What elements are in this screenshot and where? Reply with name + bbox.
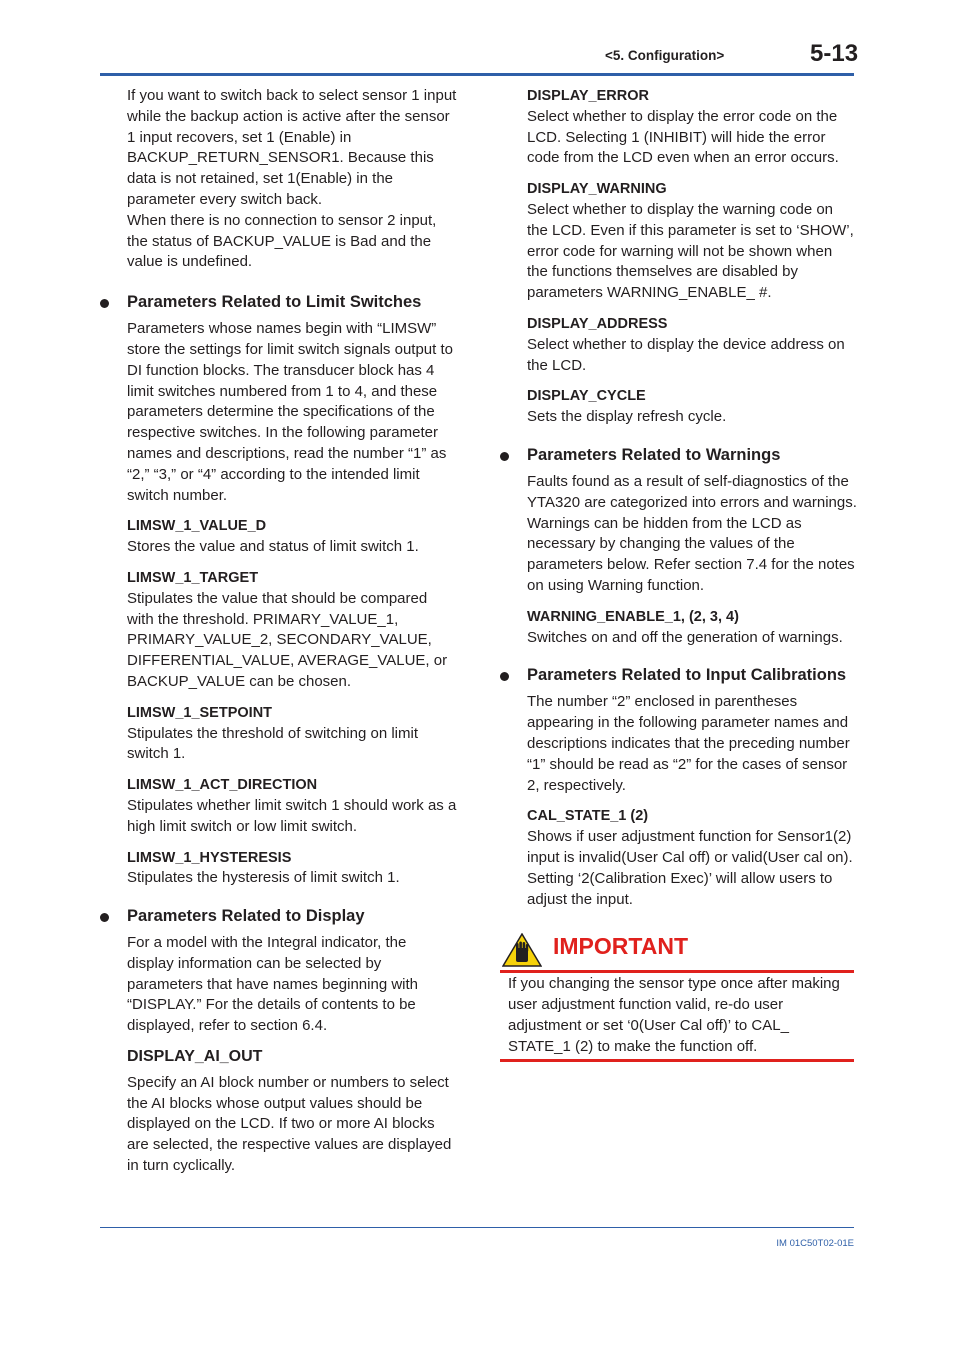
- cal-state-description: Shows if user adjustment function for Sensor1(2) input is invalid(User Cal off) or valid(User cal on). Setting ‘2(Calibration Exec)’ will allow users to adjust the input.: [527, 828, 853, 908]
- bullet-icon: [500, 672, 509, 681]
- heading-text: Parameters Related to Limit Switches: [127, 293, 422, 312]
- param-description: Stipulates the hysteresis of limit switch 1.: [127, 869, 400, 887]
- heading-text: Parameters Related to Warnings: [527, 445, 781, 464]
- section-heading-display: [127, 906, 457, 927]
- warning-enable-description: Switches on and off the generation of warnings.: [527, 628, 843, 646]
- intro-paragraph-2: When there is no connection to sensor 2 input, the status of BACKUP_VALUE is Bad and the value is undefined.: [127, 211, 437, 271]
- param-name: LIMSW_1_TARGET: [127, 569, 259, 586]
- param-description: Stores the value and status of limit switch 1.: [127, 538, 419, 556]
- important-bottom-rule: [500, 1059, 854, 1062]
- param-description: Select whether to display the warning code on the LCD. Even if this parameter is set to ‘SHOW’, error code for warning will not be shown when the functions themselves are disabled by parameters WARNING_ENABLE_ #.: [527, 200, 854, 302]
- section-heading-calibrations: [527, 665, 857, 686]
- calibrations-description: The number “2” enclosed in parentheses appearing in the following parameter names and descriptions indicates that the preceding number “1” should be read as “2” for the cases of sensor 2, respectively.: [527, 693, 850, 794]
- param-name-warning-enable: WARNING_ENABLE_1, (2, 3, 4): [527, 608, 739, 625]
- bullet-icon: [100, 913, 109, 922]
- param-name: LIMSW_1_SETPOINT: [127, 704, 273, 721]
- section-heading-limit-switches: [127, 292, 457, 313]
- left-column: [127, 86, 457, 1177]
- important-notice: [500, 930, 854, 1062]
- page-number: 5-13: [810, 40, 859, 67]
- important-title: IMPORTANT: [553, 933, 689, 960]
- param-name-cal-state: CAL_STATE_1 (2): [527, 808, 649, 825]
- right-column: [508, 86, 857, 1062]
- heading-text: Parameters Related to Display: [127, 907, 365, 926]
- heading-text: Parameters Related to Input Calibrations: [527, 666, 847, 685]
- param-name-ai-out: DISPLAY_AI_OUT: [127, 1048, 263, 1066]
- param-name: LIMSW_1_ACT_DIRECTION: [127, 777, 318, 794]
- param-name: LIMSW_1_HYSTERESIS: [127, 849, 292, 866]
- ai-out-description: Specify an AI block number or numbers to select the AI blocks whose output values should be displayed on the LCD. If two or more AI blocks are selected, the respective values are displayed in turn cyclically.: [127, 1073, 452, 1175]
- display-description: For a model with the Integral indicator, the display information can be selected by parameters that have names beginning with “DISPLAY.” For the details of contents to be displayed, refer to section 6.4.: [127, 934, 419, 1035]
- param-name: DISPLAY_ERROR: [527, 88, 649, 104]
- header-rule: [100, 73, 854, 76]
- intro-paragraph: If you want to switch back to select sensor 1 input while the backup action is active after the sensor 1 input recovers, set 1 (Enable) in BACKUP_RETURN_SENSOR1. Because this data is not retained, set 1(Enable) in the parameter every switch back.: [127, 87, 457, 208]
- param-description: Sets the display refresh cycle.: [527, 408, 727, 426]
- bullet-icon: [500, 452, 509, 461]
- param-description: Stipulates whether limit switch 1 should work as a high limit switch or low limit switch.: [127, 796, 457, 835]
- param-name: DISPLAY_CYCLE: [527, 388, 646, 405]
- param-description: Stipulates the value that should be compared with the threshold. PRIMARY_VALUE_1, PRIMARY_VALUE_2, SECONDARY_VALUE, DIFFERENTIAL_VALUE, AVERAGE_VALUE, or BACKUP_VALUE can be chosen.: [127, 589, 448, 690]
- warnings-description: Faults found as a result of self-diagnostics of the YTA320 are categorized into errors and warnings. Warnings can be hidden from the LCD as necessary by changing the values of the parameters below. Refer section 7.4 for the notes on using Warning function.: [527, 472, 857, 594]
- warning-hand-icon: [502, 933, 542, 974]
- param-name: LIMSW_1_VALUE_D: [127, 518, 267, 535]
- param-name: DISPLAY_ADDRESS: [527, 315, 668, 332]
- footer-rule: [100, 1227, 854, 1228]
- footer-doc-id: IM 01C50T02-01E: [776, 1238, 854, 1249]
- header-section: <5. Configuration>: [605, 48, 725, 63]
- param-name: DISPLAY_WARNING: [527, 181, 667, 198]
- param-description: Stipulates the threshold of switching on limit switch 1.: [127, 724, 418, 763]
- section-heading-warnings: [527, 445, 857, 466]
- limit-description: Parameters whose names begin with “LIMSW” store the settings for limit switch signals output to DI function blocks. The transducer block has 4 limit switches numbered from 1 to 4, and these parameters determine the specifications of the respective switches. In the following parameter names and descriptions, read the number “1” as “2,” “3,” or “4” according to the intended limit switch number.: [127, 320, 453, 504]
- param-description: Select whether to display the device address on the LCD.: [527, 335, 845, 374]
- important-header: [500, 930, 854, 970]
- param-description: Select whether to display the error code on the LCD. Selecting 1 (INHIBIT) will hide the error code from the LCD even when an error occurs.: [527, 107, 839, 167]
- important-text: If you changing the sensor type once after making user adjustment function valid, re-do user adjustment or set ‘0(User Cal off)’ to CAL_ STATE_1 (2) to make the function off.: [508, 975, 840, 1055]
- bullet-icon: [100, 299, 109, 308]
